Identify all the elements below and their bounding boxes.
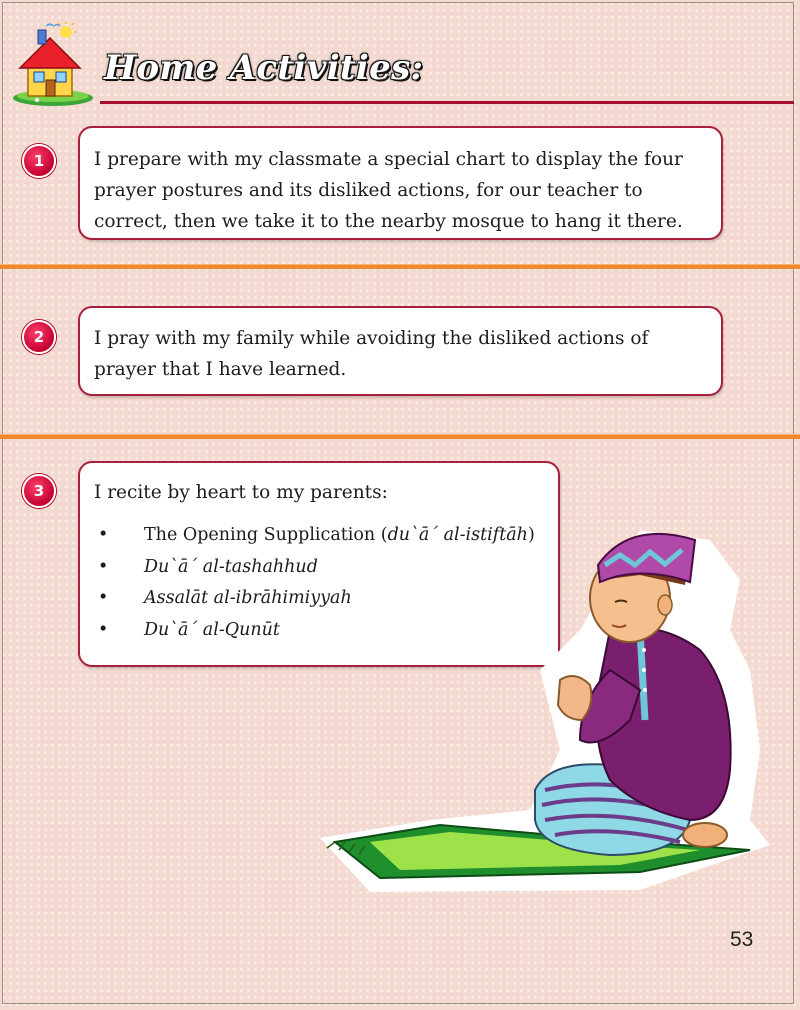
activity-text: I prepare with my classmate a special chart to display the four prayer postures and its disliked actions, for our teacher to correct, then we take it to the nearby mosque to hang it there. xyxy=(94,149,683,232)
list-item: • Du`ā´ al-tashahhud xyxy=(94,552,544,584)
activity-box xyxy=(78,306,723,396)
activity-number-badge: 1 xyxy=(22,144,56,178)
list-item: • The Opening Supplication (du`ā´ al-istiftāh) xyxy=(94,520,544,552)
bullet: • xyxy=(98,619,109,640)
page-number: 53 xyxy=(730,928,754,951)
bullet: • xyxy=(98,556,109,577)
activity-intro: I recite by heart to my parents: xyxy=(94,482,388,503)
bullet: • xyxy=(98,588,109,608)
activity-number-badge: 3 xyxy=(22,474,56,508)
title-underline xyxy=(100,101,794,104)
praying-boy-illustration xyxy=(310,520,780,900)
activity-text: I pray with my family while avoiding the disliked actions of prayer that I have learned. xyxy=(94,328,649,380)
activity-box xyxy=(78,126,723,240)
bullet: • xyxy=(98,525,109,545)
list-item: • Du`ā´ al-Qunūt xyxy=(94,615,544,647)
page-title: Home Activities: xyxy=(104,48,424,88)
section-divider xyxy=(0,264,800,269)
activity-number-badge: 2 xyxy=(22,320,56,354)
section-divider xyxy=(0,434,800,439)
house-icon xyxy=(8,20,98,110)
list-item: • Assalāt al-ibrāhimiyyah xyxy=(94,583,544,615)
